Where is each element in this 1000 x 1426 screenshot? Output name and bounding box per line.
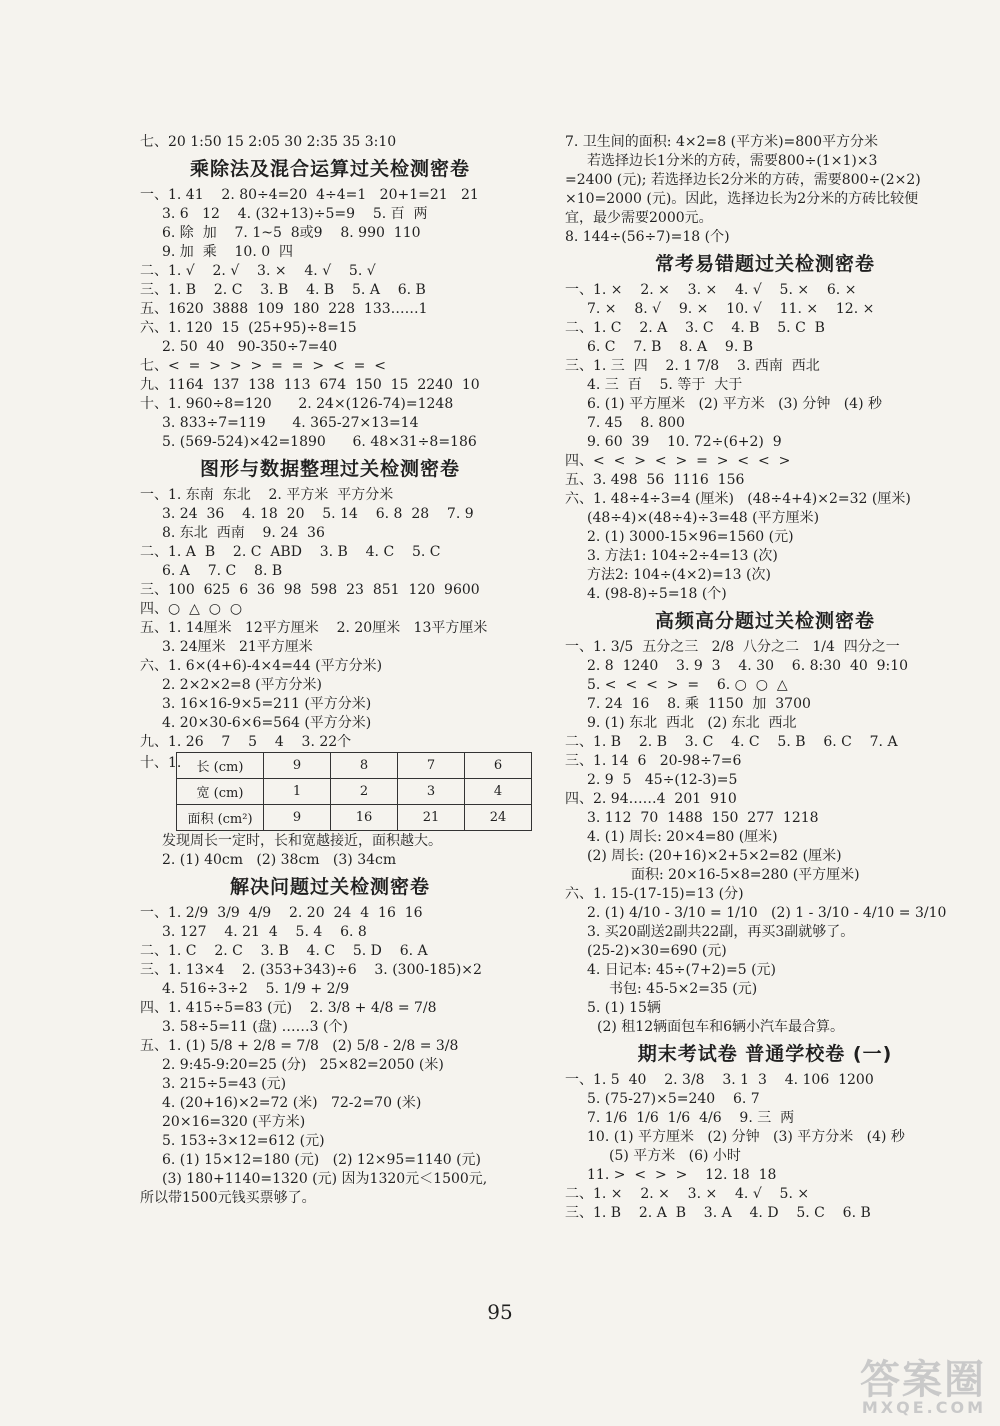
answer-line: (25-2)×30=690 (元) — [587, 943, 727, 959]
answer-line: 2. (1) 4/10 - 3/10 = 1/10 (2) 1 - 3/10 - 4/10 = 3/10 — [587, 905, 947, 921]
section-title: 常考易错题过关检测密卷 — [654, 253, 875, 275]
rectangle-data-table — [176, 752, 532, 831]
watermark-text: 答案圈 — [860, 1357, 986, 1403]
answer-line: (3) 180+1140=1320 (元) 因为1320元＜1500元, — [162, 1171, 488, 1187]
answer-line: 一、1. 41 2. 80÷4=20 4÷4=1 20+1=21 21 — [140, 187, 479, 203]
answer-line: 三、1. 13×4 2. (353+343)÷6 3. (300-185)×2 — [140, 962, 482, 978]
answer-line: 九、1. 26 7 5 4 3. 22个 — [140, 734, 352, 750]
answer-line: 二、1. B 2. B 3. C 4. C 5. B 6. C 7. A — [565, 734, 898, 750]
table-cell: 1 — [264, 779, 331, 805]
answer-line: 4. 516÷3÷2 5. 1/9 + 2/9 — [162, 981, 350, 997]
table-cell: 24 — [465, 805, 532, 831]
answer-line: 6. C 7. B 8. A 9. B — [587, 339, 754, 355]
answer-line: 5. (1) 15辆 — [587, 1000, 661, 1016]
answer-line: 5. < < < > = 6. ○ ○ △ — [587, 677, 788, 693]
answer-line: 五、3. 498 56 1116 156 — [565, 472, 745, 488]
answer-line: 3. 买20副送2副共22副，再买3副就够了。 — [587, 924, 855, 940]
answer-line: 3. 24厘米 21平方厘米 — [162, 639, 313, 655]
answer-line: 6. 除 加 7. 1~5 8或9 8. 990 110 — [162, 225, 421, 241]
answer-line: 一、1. 3/5 五分之三 2/8 八分之二 1/4 四分之一 — [565, 639, 900, 655]
answer-line: 4. (98-8)÷5=18 (个) — [587, 586, 727, 602]
answer-line: (48÷4)×(48÷4)÷3=48 (平方厘米) — [587, 510, 820, 526]
answer-line: 9. 60 39 10. 72÷(6+2) 9 — [587, 434, 782, 450]
answer-line: 4. (1) 周长: 20×4=80 (厘米) — [587, 829, 778, 845]
watermark-logo — [860, 1357, 986, 1417]
watermark-url: MXQE.COM — [861, 1398, 986, 1417]
table-cell: 面积 (cm²) — [177, 805, 264, 831]
table-cell: 4 — [465, 779, 532, 805]
table-row — [177, 779, 532, 805]
answer-line: 四、1. 415÷5=83 (元) 2. 3/8 + 4/8 = 7/8 — [140, 1000, 437, 1016]
answer-line: 三、1. 14 6 20-98÷7=6 — [565, 753, 742, 769]
table-cell: 2 — [331, 779, 398, 805]
answer-line: 所以带1500元钱买票够了。 — [140, 1190, 316, 1206]
section-title: 解决问题过关检测密卷 — [229, 876, 430, 898]
table-cell: 16 — [331, 805, 398, 831]
answer-line: 方法2: 104÷(4×2)=13 (次) — [587, 567, 771, 583]
answer-line: 若选择边长1分米的方砖，需要800÷(1×1)×3 — [587, 153, 878, 169]
answer-line: 五、1620 3888 109 180 228 133……1 — [140, 301, 428, 317]
answer-line: 七、20 1:50 15 2:05 30 2:35 35 3:10 — [140, 134, 397, 150]
answer-line: (2) 周长: (20+16)×2+5×2=82 (厘米) — [587, 848, 842, 864]
answer-line: 十、1. 960÷8=120 2. 24×(126-74)=1248 — [140, 396, 454, 412]
table-label: 十、1. — [140, 755, 182, 771]
answer-line: 2. (1) 40cm (2) 38cm (3) 34cm — [162, 852, 397, 868]
answer-line: 4. 三 百 5. 等于 大于 — [587, 377, 743, 393]
answer-line: 发现周长一定时，长和宽越接近，面积越大。 — [162, 833, 442, 849]
answer-line: 9. (1) 东北 西北 (2) 东北 西北 — [587, 715, 797, 731]
answer-line: 四、2. 94……4 201 910 — [565, 791, 737, 807]
answer-line: 二、1. √ 2. √ 3. × 4. √ 5. √ — [140, 263, 376, 279]
answer-line: 三、100 625 6 36 98 598 23 851 120 9600 — [140, 582, 480, 598]
table-cell: 7 — [398, 753, 465, 779]
answer-line: 九、1164 137 138 113 674 150 15 2240 10 — [140, 377, 480, 393]
table-cell: 3 — [398, 779, 465, 805]
answer-line: 六、1. 120 15 (25+95)÷8=15 — [140, 320, 357, 336]
answer-line: 六、1. 48÷4÷3=4 (厘米) (48÷4+4)×2=32 (厘米) — [565, 491, 911, 507]
answer-line: 10. (1) 平方厘米 (2) 分钟 (3) 平方分米 (4) 秒 — [587, 1129, 905, 1145]
answer-line: 3. 112 70 1488 150 277 1218 — [587, 810, 819, 826]
answer-line: 三、1. 三 四 2. 1 7/8 3. 西南 西北 — [565, 358, 820, 374]
answer-line: 5. (569-524)×42=1890 6. 48×31÷8=186 — [162, 434, 477, 450]
answer-line: 四、○ △ ○ ○ — [140, 601, 243, 617]
answer-line: 二、1. C 2. C 3. B 4. C 5. D 6. A — [140, 943, 428, 959]
section-title: 图形与数据整理过关检测密卷 — [199, 458, 460, 480]
answer-line: 二、1. × 2. × 3. × 4. √ 5. × — [565, 1186, 810, 1202]
answer-line: (2) 租12辆面包车和6辆小汽车最合算。 — [597, 1019, 845, 1035]
answer-line: 6. (1) 平方厘米 (2) 平方米 (3) 分钟 (4) 秒 — [587, 396, 882, 412]
answer-line: 2. 50 40 90-350÷7=40 — [162, 339, 338, 355]
answer-line: 3. 16×16-9×5=211 (平方分米) — [162, 696, 372, 712]
answer-line: =2400 (元); 若选择边长2分米的方砖，需要800÷(2×2) — [565, 172, 921, 188]
answer-line: 3. 127 4. 21 4 5. 4 6. 8 — [162, 924, 367, 940]
answer-line: 6. A 7. C 8. B — [162, 563, 283, 579]
answer-line: 宜，最少需要2000元。 — [565, 210, 713, 226]
answer-line: 六、1. 15-(17-15)=13 (分) — [565, 886, 744, 902]
table-row — [177, 805, 532, 831]
table-cell: 9 — [264, 753, 331, 779]
answer-line: 2. 9:45-9:20=25 (分) 25×82=2050 (米) — [162, 1057, 444, 1073]
answer-line: 6. (1) 15×12=180 (元) (2) 12×95=1140 (元) — [162, 1152, 481, 1168]
answer-line: 5. (75-27)×5=240 6. 7 — [587, 1091, 760, 1107]
answer-line: 二、1. C 2. A 3. C 4. B 5. C B — [565, 320, 825, 336]
answer-line: 四、< < > < > = > < < > — [565, 453, 791, 469]
section-title: 高频高分题过关检测密卷 — [654, 610, 875, 632]
answer-line: (5) 平方米 (6) 小时 — [609, 1148, 741, 1164]
answer-line: 一、1. 2/9 3/9 4/9 2. 20 24 4 16 16 — [140, 905, 423, 921]
answer-line: 4. 日记本: 45÷(7+2)=5 (元) — [587, 962, 776, 978]
answer-line: 2. (1) 3000-15×96=1560 (元) — [587, 529, 794, 545]
answer-line: 三、1. B 2. C 3. B 4. B 5. A 6. B — [140, 282, 426, 298]
answer-line: 7. 45 8. 800 — [587, 415, 685, 431]
answer-line: 3. 215÷5=43 (元) — [162, 1076, 287, 1092]
answer-line: 二、1. A B 2. C ABD 3. B 4. C 5. C — [140, 544, 441, 560]
answer-line: 8. 144÷(56÷7)=18 (个) — [565, 229, 730, 245]
answer-line: 3. 6 12 4. (32+13)÷5=9 5. 百 两 — [162, 206, 428, 222]
answer-line: 11. > < > > 12. 18 18 — [587, 1167, 777, 1183]
answer-line: 9. 加 乘 10. 0 四 — [162, 244, 294, 260]
answer-line: 三、1. B 2. A B 3. A 4. D 5. C 6. B — [565, 1205, 871, 1221]
table-cell: 21 — [398, 805, 465, 831]
left-column — [140, 133, 520, 1208]
answer-line: 4. (20+16)×2=72 (米) 72-2=70 (米) — [162, 1095, 422, 1111]
answer-line: 一、1. × 2. × 3. × 4. √ 5. × 6. × — [565, 282, 857, 298]
answer-line: 3. 24 36 4. 18 20 5. 14 6. 8 28 7. 9 — [162, 506, 474, 522]
table-cell: 长 (cm) — [177, 753, 264, 779]
answer-line: 五、1. (1) 5/8 + 2/8 = 7/8 (2) 5/8 - 2/8 = 3/8 — [140, 1038, 459, 1054]
answer-line: 面积: 20×16-5×8=280 (平方厘米) — [631, 867, 860, 883]
table-block — [140, 752, 520, 832]
answer-line: 7. 24 16 8. 乘 1150 加 3700 — [587, 696, 811, 712]
table-cell: 宽 (cm) — [177, 779, 264, 805]
answer-line: 六、1. 6×(4+6)-4×4=44 (平方分米) — [140, 658, 383, 674]
answer-line: 一、1. 5 40 2. 3/8 3. 1 3 4. 106 1200 — [565, 1072, 874, 1088]
page-number: 95 — [487, 1300, 513, 1324]
answer-line: 七、< = > > > = = > < = < — [140, 358, 387, 374]
answer-line: 2. 2×2×2=8 (平方分米) — [162, 677, 323, 693]
answer-line: 4. 20×30-6×6=564 (平方分米) — [162, 715, 372, 731]
section-title: 期末考试卷 普通学校卷 (一) — [637, 1043, 893, 1065]
answer-line: 5. 153÷3×12=612 (元) — [162, 1133, 325, 1149]
answer-line: 2. 9 5 45÷(12-3)=5 — [587, 772, 738, 788]
answer-line: 3. 方法1: 104÷2÷4=13 (次) — [587, 548, 778, 564]
table-cell: 9 — [264, 805, 331, 831]
answer-line: 7. 1/6 1/6 1/6 4/6 9. 三 两 — [587, 1110, 795, 1126]
answer-line: 7. 卫生间的面积: 4×2=8 (平方米)=800平方分米 — [565, 134, 878, 150]
answer-line: 8. 东北 西南 9. 24 36 — [162, 525, 325, 541]
right-column — [565, 133, 965, 1223]
answer-line: 20×16=320 (平方米) — [162, 1114, 306, 1130]
table-cell: 8 — [331, 753, 398, 779]
answer-line: 五、1. 14厘米 12平方厘米 2. 20厘米 13平方厘米 — [140, 620, 488, 636]
table-cell: 6 — [465, 753, 532, 779]
answer-line: 3. 58÷5=11 (盘) ……3 (个) — [162, 1019, 348, 1035]
table-row — [177, 753, 532, 779]
answer-line: 书包: 45-5×2=35 (元) — [609, 981, 758, 997]
section-title: 乘除法及混合运算过关检测密卷 — [189, 158, 470, 180]
answer-line: ×10=2000 (元)。因此，选择边长为2分米的方砖比较便 — [565, 191, 919, 207]
answer-line: 一、1. 东南 东北 2. 平方米 平方分米 — [140, 487, 394, 503]
answer-line: 3. 833÷7=119 4. 365-27×13=14 — [162, 415, 419, 431]
answer-line: 2. 8 1240 3. 9 3 4. 30 6. 8:30 40 9:10 — [587, 658, 909, 674]
answer-line: 7. × 8. √ 9. × 10. √ 11. × 12. × — [587, 301, 875, 317]
